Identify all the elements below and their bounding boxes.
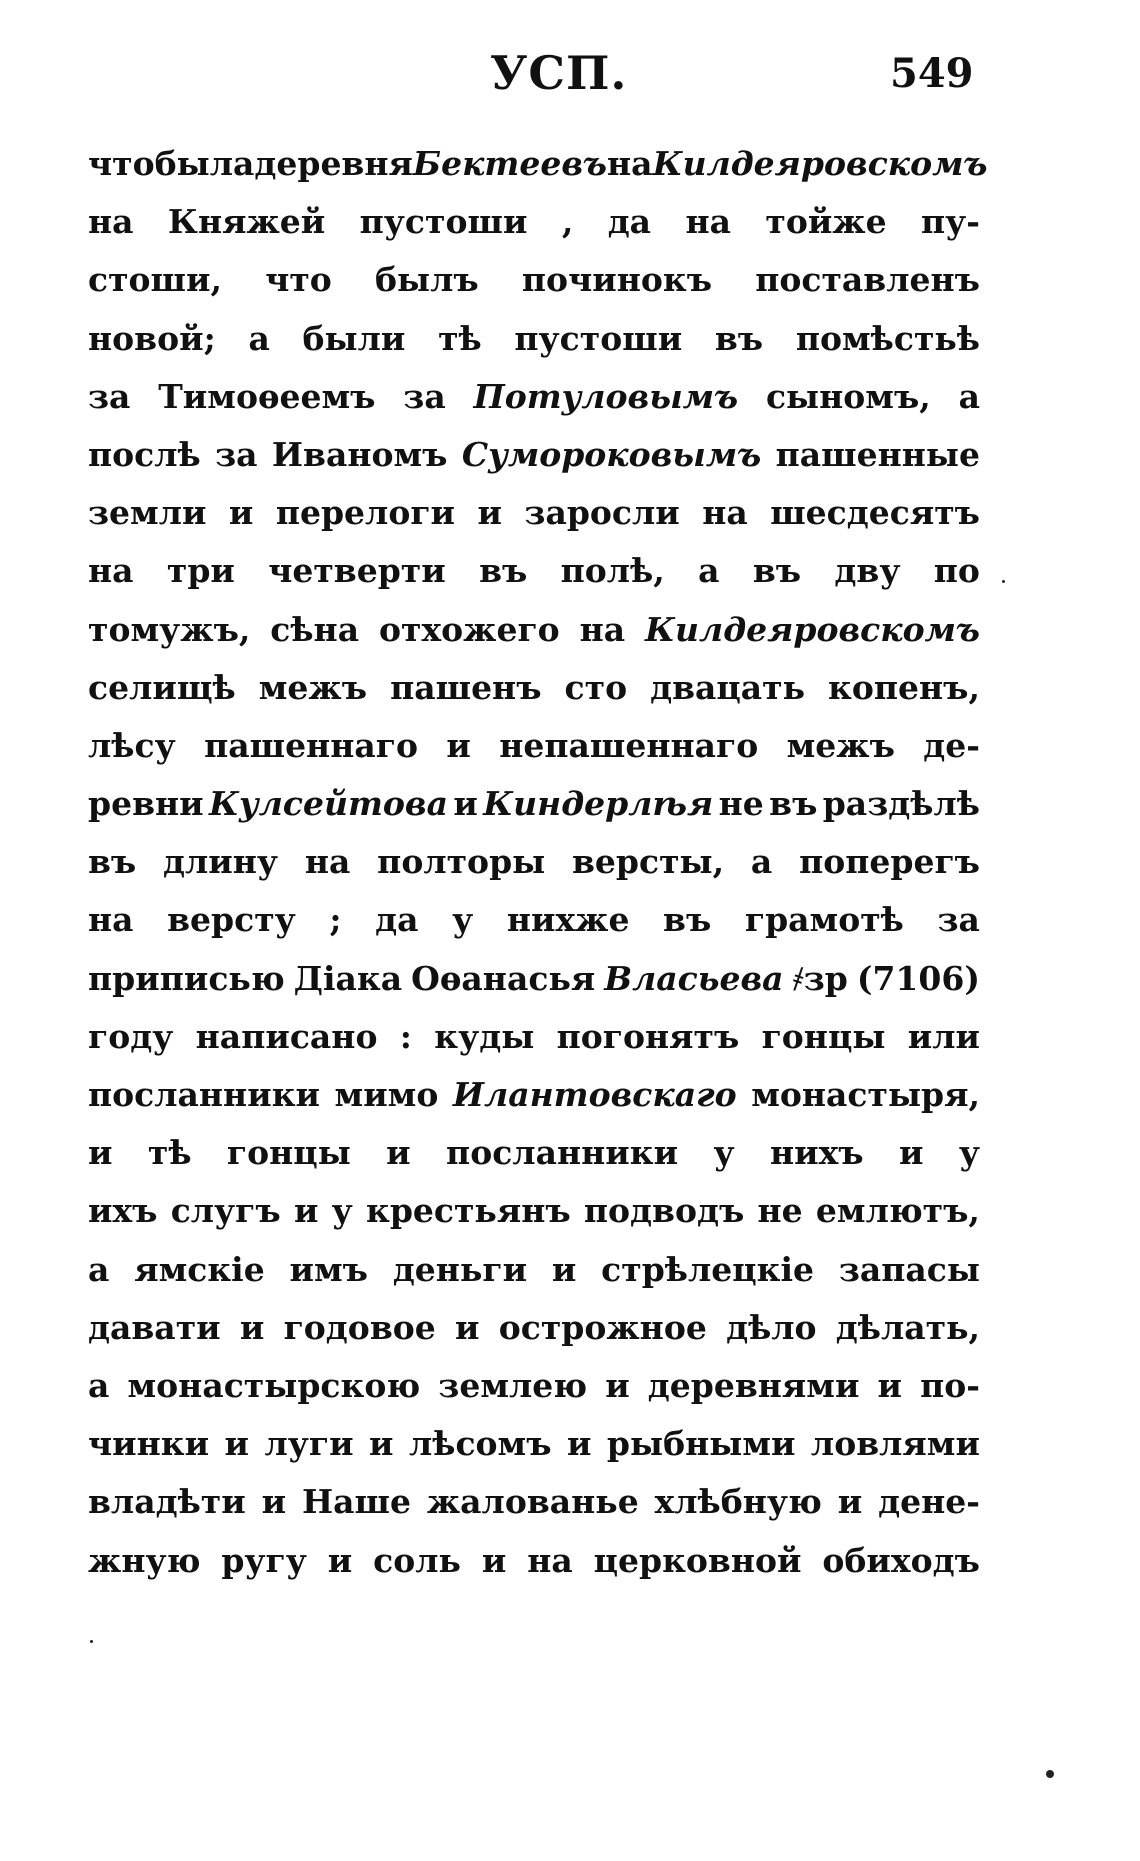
word: двацать (650, 667, 806, 707)
word: куды (434, 1016, 535, 1056)
word: и (369, 1424, 394, 1464)
text-line (88, 1133, 980, 1191)
word: гонцы (761, 1016, 886, 1056)
word: въ (752, 551, 802, 591)
text-line (88, 1075, 980, 1133)
text-line (88, 726, 980, 784)
word: и (898, 1133, 924, 1173)
word: деревня (254, 144, 413, 183)
text-line (88, 1191, 980, 1249)
word: а (88, 1249, 110, 1289)
word: мимо (334, 1075, 439, 1114)
word: на (579, 609, 626, 649)
word: земли (88, 493, 207, 533)
word: и (327, 1540, 353, 1580)
word: и (261, 1482, 287, 1522)
word: написано (195, 1016, 378, 1056)
word: новой; (88, 318, 216, 358)
word: имъ (289, 1249, 368, 1289)
word: и (228, 493, 254, 533)
word: стрѣлецкiе (601, 1249, 814, 1289)
word: жную (88, 1540, 201, 1580)
word: деньги (392, 1249, 528, 1289)
word: сѣна (270, 609, 360, 649)
word: у (331, 1191, 353, 1231)
italic-word: Килдеяровскомъ (645, 609, 980, 649)
word: дѣло (726, 1307, 817, 1347)
word: году (88, 1016, 174, 1056)
word: перелоги (275, 493, 456, 533)
word: у (958, 1133, 980, 1173)
text-line (88, 319, 980, 377)
text-line (88, 784, 980, 842)
body-text (88, 144, 988, 1599)
word: копенъ, (828, 667, 980, 707)
word: а (698, 551, 720, 591)
word: ревни (88, 784, 204, 824)
word: межъ (786, 725, 895, 765)
word: гонцы (226, 1133, 351, 1173)
word: давати (88, 1307, 221, 1347)
word: погонятъ (556, 1016, 740, 1056)
word: за (88, 376, 131, 416)
italic-word: Бектеевъ (412, 144, 608, 183)
text-line (88, 1308, 980, 1366)
word: на (88, 900, 134, 940)
word: за (403, 376, 446, 416)
word: на (88, 202, 134, 242)
scan-speck (90, 1640, 93, 1643)
italic-word: Кулсейтова (208, 784, 448, 824)
word: Дiака (293, 958, 403, 998)
word: сто (564, 667, 628, 707)
word: и (455, 1307, 480, 1347)
italic-word: Потуловымъ (473, 376, 739, 416)
text-line (88, 144, 988, 202)
word: дене- (878, 1482, 980, 1522)
word: да (375, 900, 419, 940)
word: въ (663, 900, 712, 940)
word: запасы (838, 1249, 980, 1289)
word: три (166, 551, 235, 591)
word: томужъ, (88, 609, 251, 649)
word: де- (923, 725, 980, 765)
word: годовое (283, 1307, 436, 1347)
word: ҂зр (792, 958, 848, 998)
word: межъ (258, 667, 368, 707)
word: Иваномъ (271, 434, 448, 474)
word: была (154, 144, 255, 183)
word: и (481, 1540, 507, 1580)
italic-word: Илантовскаго (452, 1075, 737, 1114)
word: четверти (268, 551, 446, 591)
word: или (907, 1016, 980, 1056)
word: пашенные (775, 434, 980, 474)
word: обиходъ (822, 1540, 980, 1580)
word: не (718, 784, 764, 824)
word: и (239, 1307, 265, 1347)
word: ловлями (810, 1424, 980, 1464)
word: и (224, 1424, 250, 1464)
word: а (750, 842, 773, 882)
word: что (88, 144, 155, 183)
word: чинки (88, 1424, 210, 1464)
word: отхожего (379, 609, 560, 649)
word: пустоши (514, 318, 683, 358)
word: пашенъ (390, 667, 542, 707)
word: ругу (221, 1540, 307, 1580)
word: и (386, 1133, 411, 1173)
word: а (958, 376, 980, 416)
word: былъ (375, 260, 479, 300)
italic-word: Киндерлѣя (483, 784, 714, 824)
word: посланники (88, 1075, 320, 1114)
scan-speck (1002, 580, 1005, 583)
italic-word: Власьева (604, 958, 784, 998)
word: на (607, 144, 653, 183)
word: ; (329, 900, 342, 940)
word: грамотѣ (744, 900, 904, 940)
word: и (566, 1424, 592, 1464)
word: что (265, 260, 332, 300)
word: лѣсу (88, 725, 176, 765)
text-line (88, 202, 980, 260)
text-line (88, 260, 980, 318)
word: (7106) (856, 958, 980, 998)
word: деревнями (647, 1365, 860, 1405)
word: ихъ (88, 1191, 158, 1231)
word: пу- (921, 202, 980, 242)
running-head (0, 40, 1140, 110)
word: рыбными (606, 1424, 796, 1464)
text-line (88, 900, 980, 958)
word: полторы (377, 842, 546, 882)
text-line (88, 493, 980, 551)
text-line (88, 610, 980, 668)
word: нихъ (769, 1133, 864, 1173)
word: помѣстьѣ (795, 318, 980, 358)
word: и (88, 1133, 113, 1173)
word: длину (163, 842, 279, 882)
word: и (877, 1365, 903, 1405)
word: непашеннаго (499, 725, 759, 765)
word: емлютъ, (815, 1191, 980, 1231)
text-line (88, 959, 980, 1017)
word: землею (438, 1365, 588, 1405)
word: посланники (446, 1133, 679, 1173)
word: пашеннаго (204, 725, 418, 765)
word: у (452, 900, 474, 940)
word: на (527, 1540, 573, 1580)
word: да (607, 202, 652, 242)
scan-speck (1046, 1770, 1054, 1778)
word: по (933, 551, 980, 591)
word: тойже (765, 202, 887, 242)
word: на (304, 842, 351, 882)
word: слугъ (170, 1191, 281, 1231)
word: соль (373, 1540, 461, 1580)
word: сыномъ, (765, 376, 931, 416)
word: Княжей (167, 202, 326, 242)
word: монастыря, (751, 1075, 980, 1114)
word: дѣлать, (835, 1307, 980, 1347)
text-line (88, 1250, 980, 1308)
text-line (88, 377, 980, 435)
word: и (477, 493, 502, 533)
page-number: 549 (890, 50, 974, 97)
word: тѣ (438, 318, 482, 358)
word: на (685, 202, 731, 242)
word: полѣ, (560, 551, 665, 591)
text-line (88, 668, 980, 726)
word: владѣти (88, 1482, 246, 1522)
word: за (215, 434, 258, 474)
word: Тимоѳеемъ (158, 376, 376, 416)
text-line (88, 1366, 980, 1424)
text-line (88, 551, 980, 609)
text-line (88, 1017, 980, 1075)
word: въ (88, 842, 137, 882)
word: и (551, 1249, 577, 1289)
word: луги (264, 1424, 354, 1464)
word: заросли (524, 493, 680, 533)
word: и (453, 784, 478, 824)
word: хлѣбную (654, 1482, 822, 1522)
text-line (88, 1541, 980, 1599)
word: въ (769, 784, 818, 824)
word: въ (479, 551, 528, 591)
word: нихже (506, 900, 630, 940)
word: жалованье (426, 1482, 639, 1522)
word: шесдесятъ (770, 493, 980, 533)
word: крестьянъ (365, 1191, 571, 1231)
word: , (561, 202, 574, 242)
text-line (88, 435, 980, 493)
word: не (757, 1191, 803, 1231)
word: приписью (88, 958, 285, 998)
word: версту (167, 900, 296, 940)
italic-word: Сумороковымъ (461, 434, 762, 474)
word: и (293, 1191, 319, 1231)
word: поперегъ (799, 842, 980, 882)
word: лѣсомъ (408, 1424, 552, 1464)
word: дву (834, 551, 901, 591)
word: на (702, 493, 748, 533)
word: въ (714, 318, 764, 358)
text-line (88, 842, 980, 900)
word: пустоши (359, 202, 528, 242)
word: Оѳанасья (411, 958, 596, 998)
word: были (302, 318, 406, 358)
text-line (88, 1482, 980, 1540)
word: монастырскою (127, 1365, 421, 1405)
word: послѣ (88, 434, 201, 474)
word: а (248, 318, 270, 358)
word: починокъ (521, 260, 713, 300)
word: селищѣ (88, 667, 236, 707)
word: за (937, 900, 980, 940)
word: и (446, 725, 471, 765)
word: на (88, 551, 134, 591)
word: и (605, 1365, 630, 1405)
word: острожное (498, 1307, 707, 1347)
word: и (837, 1482, 863, 1522)
italic-word: Килдеяровскомъ (652, 144, 988, 183)
word: поставленъ (755, 260, 980, 300)
text-line (88, 1424, 980, 1482)
word: церковной (593, 1540, 802, 1580)
running-head-title: УСП. (490, 46, 628, 100)
word: стоши, (88, 260, 222, 300)
word: подводъ (583, 1191, 745, 1231)
word: : (399, 1016, 412, 1056)
word: раздѣлѣ (822, 784, 980, 824)
word: по- (920, 1365, 980, 1405)
word: тѣ (147, 1133, 192, 1173)
word: у (713, 1133, 735, 1173)
word: Наше (301, 1482, 411, 1522)
word: ямскiе (134, 1249, 265, 1289)
word: версты, (572, 842, 725, 882)
word: а (88, 1365, 110, 1405)
